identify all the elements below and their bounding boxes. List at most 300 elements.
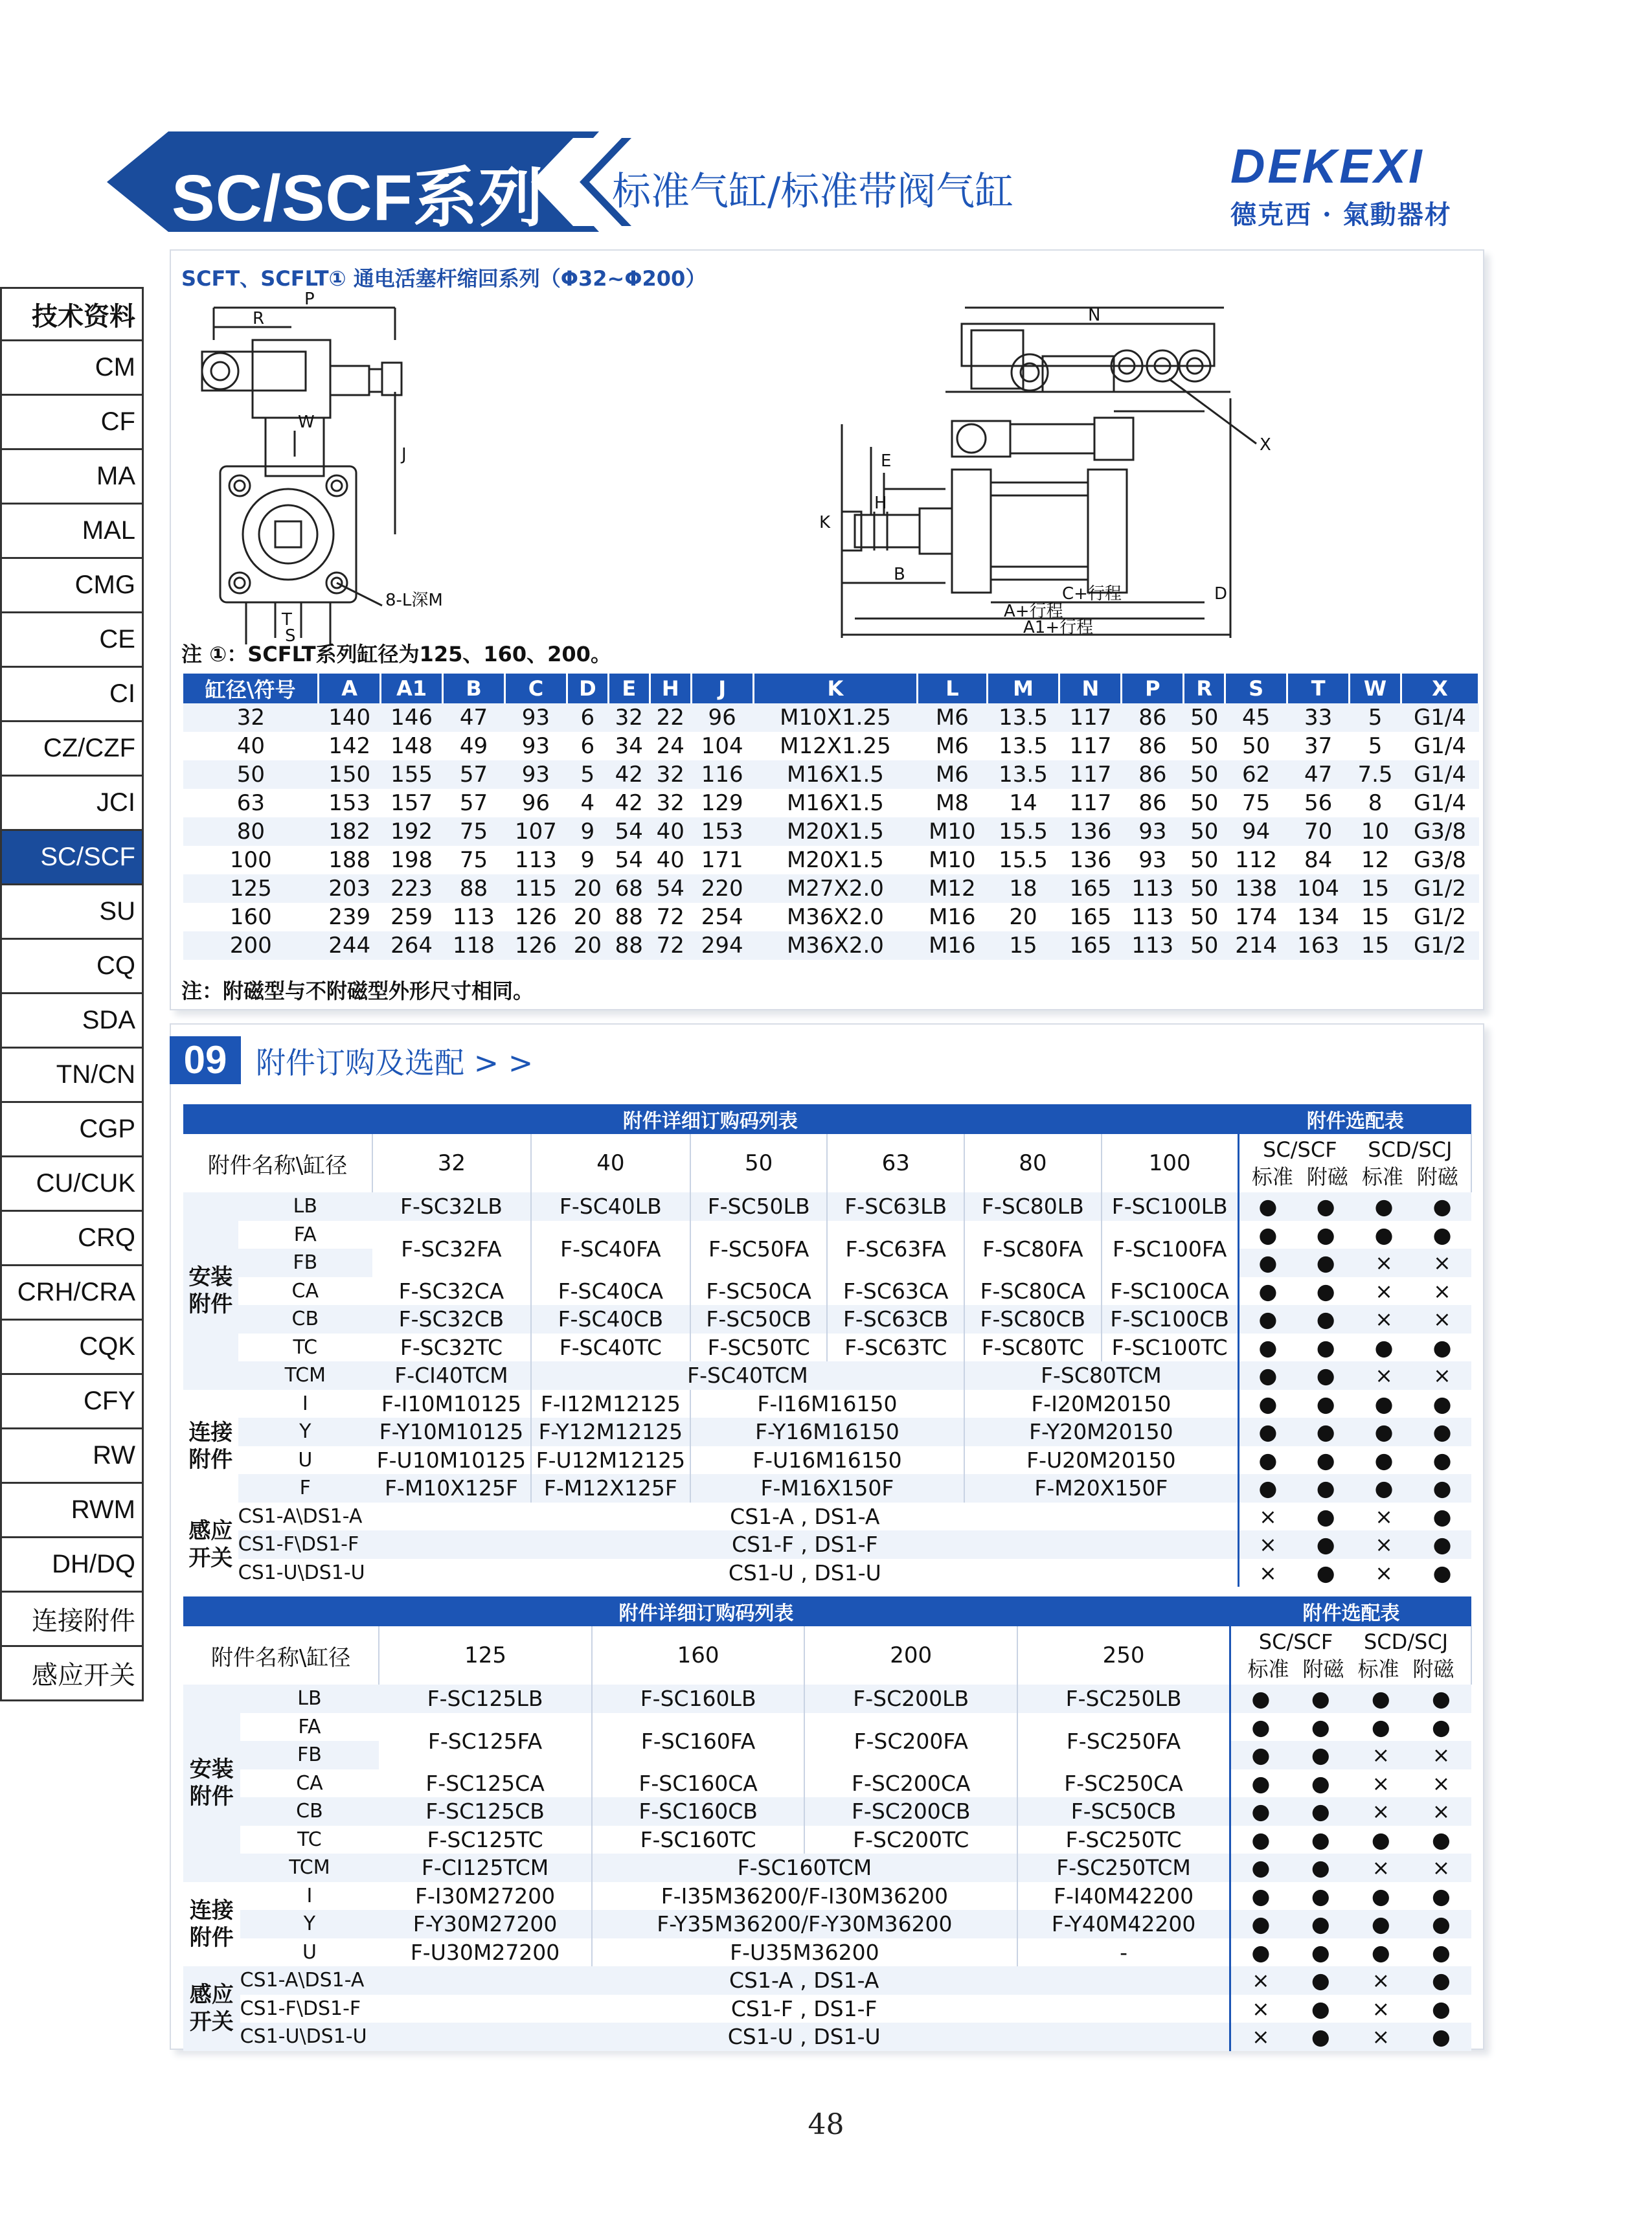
section-number: 09 bbox=[170, 1036, 241, 1084]
dim-cell: 113 bbox=[1122, 874, 1184, 903]
selection-mark: ● bbox=[1296, 1249, 1355, 1277]
selection-mark: ● bbox=[1411, 1910, 1471, 1938]
selection-mark: × bbox=[1411, 1797, 1471, 1826]
order-code: F-SC32FA bbox=[372, 1221, 531, 1277]
acc-table-row bbox=[183, 1966, 1471, 1995]
dim-cell: M6 bbox=[935, 733, 969, 759]
selection-mark: × bbox=[1238, 1503, 1296, 1531]
dim-cell: 50 bbox=[1184, 874, 1225, 903]
dim-cell: 112 bbox=[1235, 847, 1278, 873]
accessory-symbol: FB bbox=[240, 1741, 379, 1769]
sidebar-item-18[interactable]: CRH/CRA bbox=[0, 1266, 144, 1321]
selection-mark: × bbox=[1351, 2023, 1411, 2051]
order-code: F-SC63CA bbox=[827, 1277, 964, 1306]
dim-cell: 150 bbox=[319, 760, 381, 789]
dim-table-row bbox=[183, 903, 1479, 931]
order-code: F-SC100TC bbox=[1102, 1334, 1239, 1362]
sensor-name: CS1-U\DS1-U bbox=[240, 2023, 379, 2051]
selection-header: 附件选配表 bbox=[1238, 1104, 1471, 1134]
order-code: F-SC40LB bbox=[531, 1192, 690, 1221]
sidebar-item-10[interactable]: SC/SCF bbox=[0, 831, 144, 885]
selection-mark: ● bbox=[1371, 1826, 1390, 1852]
dim-cell: 70 bbox=[1287, 817, 1350, 846]
label-R: R bbox=[253, 309, 265, 328]
dim-header-cell: 缸径\符号 bbox=[183, 674, 319, 703]
dim-header-cell: C bbox=[504, 674, 567, 703]
dim-cell: 104 bbox=[1287, 874, 1350, 903]
dim-cell: 50 bbox=[183, 760, 319, 789]
dim-cell: 50 bbox=[1190, 904, 1219, 930]
dim-cell: 86 bbox=[1122, 703, 1184, 732]
selection-mark: ● bbox=[1411, 1685, 1471, 1713]
sidebar-item-13[interactable]: SDA bbox=[0, 994, 144, 1049]
dim-cell: 10 bbox=[1350, 817, 1401, 846]
sidebar-item-12[interactable]: CQ bbox=[0, 940, 144, 994]
dim-cell: 96 bbox=[521, 790, 550, 816]
dim-cell: 32 bbox=[183, 703, 319, 732]
selection-mark: ● bbox=[1316, 1447, 1335, 1473]
dim-header-cell: S bbox=[1225, 674, 1287, 703]
accessory-symbol: CB bbox=[238, 1305, 372, 1334]
label-X: X bbox=[1260, 435, 1271, 455]
dim-header-cell: K bbox=[753, 674, 918, 703]
dim-cell: 107 bbox=[504, 817, 567, 846]
sidebar-item-15[interactable]: CGP bbox=[0, 1103, 144, 1157]
selection-subheader bbox=[1230, 1626, 1471, 1685]
order-code: F-U10M10125 bbox=[372, 1446, 531, 1475]
sidebar-item-6[interactable]: CE bbox=[0, 613, 144, 668]
selection-mark: ● bbox=[1296, 1305, 1355, 1334]
accessory-symbol: CA bbox=[291, 1279, 319, 1302]
dim-cell: 264 bbox=[381, 931, 443, 960]
order-code: F-U16M16150 bbox=[690, 1446, 964, 1475]
order-code: F-SC80CA bbox=[964, 1277, 1102, 1306]
sidebar-item-17[interactable]: CRQ bbox=[0, 1212, 144, 1266]
selection-header: 附件选配表 bbox=[1230, 1596, 1471, 1626]
sidebar-item-25[interactable]: 感应开关 bbox=[0, 1647, 144, 1701]
dim-cell: 115 bbox=[504, 874, 567, 903]
sidebar-item-23[interactable]: DH/DQ bbox=[0, 1538, 144, 1593]
acc-table-row bbox=[183, 1685, 1471, 1713]
dim-header-cell: T bbox=[1287, 674, 1350, 703]
dim-header-cell: B bbox=[443, 674, 505, 703]
order-code: F-SC160CA bbox=[592, 1769, 805, 1798]
order-code: F-SC160TCM bbox=[592, 1854, 1017, 1882]
selection-mark: ● bbox=[1355, 1418, 1413, 1446]
selection-mark: × bbox=[1375, 1278, 1393, 1304]
order-code: F-SC125LB bbox=[379, 1685, 592, 1713]
dim-cell: 42 bbox=[608, 760, 650, 789]
sidebar-item-11[interactable]: SU bbox=[0, 885, 144, 940]
selection-mark: ● bbox=[1413, 1530, 1471, 1559]
dim-cell: 50 bbox=[1190, 847, 1219, 873]
dim-cell: G1/4 bbox=[1401, 703, 1478, 732]
sidebar-item-4[interactable]: MAL bbox=[0, 505, 144, 559]
order-code: F-I16M16150 bbox=[690, 1390, 964, 1418]
selection-mark: ● bbox=[1432, 1221, 1452, 1247]
dim-cell: 146 bbox=[381, 703, 443, 732]
sidebar-item-9[interactable]: JCI bbox=[0, 777, 144, 831]
selection-mark: ● bbox=[1374, 1391, 1394, 1416]
order-code: F-Y40M42200 bbox=[1017, 1910, 1230, 1938]
dim-cell: 155 bbox=[381, 760, 443, 789]
order-code: F-SC63FA bbox=[827, 1221, 964, 1277]
selection-mark: ● bbox=[1230, 1910, 1291, 1938]
note-scflt-bores: 注 ①：SCFLT系列缸径为125、160、200。 bbox=[181, 642, 611, 666]
selection-mark: ● bbox=[1316, 1391, 1335, 1416]
order-code: F-SC40CB bbox=[531, 1305, 690, 1334]
selection-mark: ● bbox=[1238, 1277, 1296, 1306]
dim-cell: 117 bbox=[1069, 733, 1112, 759]
dim-cell: 126 bbox=[514, 904, 557, 930]
accessory-symbol: LB bbox=[240, 1685, 379, 1713]
dim-cell: 72 bbox=[650, 931, 691, 960]
dim-cell: 50 bbox=[1190, 733, 1219, 759]
mag-label: 附磁 bbox=[1412, 1657, 1454, 1681]
label-H: H bbox=[874, 494, 887, 513]
acc-table-row bbox=[183, 1221, 1471, 1249]
order-code: F-SC80FA bbox=[964, 1221, 1102, 1277]
dim-cell: 9 bbox=[567, 817, 608, 846]
bore-header: 125 bbox=[379, 1626, 592, 1685]
selection-mark: ● bbox=[1413, 1418, 1471, 1446]
selection-mark: ● bbox=[1230, 1685, 1291, 1713]
selection-mark: ● bbox=[1374, 1221, 1394, 1247]
selection-mark: ● bbox=[1311, 1939, 1330, 1965]
selection-mark: × bbox=[1372, 1995, 1390, 2021]
dim-cell: 54 bbox=[615, 847, 643, 873]
accessory-symbol: Y bbox=[240, 1910, 379, 1938]
dim-cell: 117 bbox=[1069, 790, 1112, 816]
dim-cell: 88 bbox=[608, 931, 650, 960]
acc-table-row bbox=[183, 1995, 1471, 2023]
order-code: F-I35M36200/F-I30M36200 bbox=[592, 1882, 1017, 1911]
sensor-code: CS1-F , DS1-F bbox=[372, 1530, 1238, 1559]
selection-mark: ● bbox=[1371, 1939, 1390, 1965]
order-code: F-Y12M12125 bbox=[531, 1418, 690, 1446]
selection-mark: ● bbox=[1432, 1995, 1451, 2021]
accessory-symbol: F bbox=[238, 1474, 372, 1503]
selection-mark: × bbox=[1411, 1854, 1471, 1882]
selection-mark: ● bbox=[1311, 1995, 1330, 2021]
selection-mark: ● bbox=[1432, 1883, 1451, 1909]
accessory-symbol: U bbox=[298, 1448, 313, 1471]
order-code: F-U30M27200 bbox=[379, 1938, 592, 1967]
selection-mark: ● bbox=[1374, 1334, 1394, 1360]
sidebar-item-19[interactable]: CQK bbox=[0, 1321, 144, 1375]
dim-cell: 12 bbox=[1361, 847, 1390, 873]
sidebar-item-3[interactable]: MA bbox=[0, 450, 144, 505]
selection-mark: × bbox=[1433, 1278, 1451, 1304]
selection-mark: ● bbox=[1413, 1192, 1471, 1221]
dim-cell: 40 bbox=[656, 847, 685, 873]
sensor-name: CS1-F\DS1-F bbox=[238, 1530, 372, 1559]
order-code: F-SC160TC bbox=[592, 1826, 805, 1854]
bore-header: 100 bbox=[1102, 1134, 1239, 1192]
label-K: K bbox=[819, 513, 831, 532]
selection-mark: × bbox=[1355, 1249, 1413, 1277]
dim-cell: 113 bbox=[514, 847, 557, 873]
dim-cell: 15 bbox=[1350, 874, 1401, 903]
dim-cell: G1/2 bbox=[1401, 874, 1478, 903]
selection-mark: ● bbox=[1291, 2023, 1351, 2051]
dim-header-cell: W bbox=[1350, 674, 1401, 703]
dim-cell: 165 bbox=[1069, 904, 1112, 930]
sensor-code: CS1-A , DS1-A bbox=[372, 1503, 1238, 1531]
dim-cell: 192 bbox=[381, 817, 443, 846]
dim-cell: 56 bbox=[1304, 790, 1333, 816]
selection-mark: ● bbox=[1432, 1826, 1451, 1852]
order-code: F-SC63CB bbox=[827, 1305, 964, 1334]
dim-cell: 198 bbox=[390, 847, 433, 873]
selection-mark: × bbox=[1351, 1854, 1411, 1882]
selection-mark: ● bbox=[1238, 1334, 1296, 1362]
sensor-code: CS1-A , DS1-A bbox=[379, 1966, 1230, 1995]
section-title: SCFT、SCFLT① 通电活塞杆缩回系列（Φ32~Φ200） bbox=[181, 266, 707, 291]
order-code: F-SC100CA bbox=[1102, 1277, 1239, 1306]
sidebar-item-1[interactable]: CM bbox=[0, 341, 144, 396]
selection-mark: ● bbox=[1238, 1418, 1296, 1446]
sidebar-item-22[interactable]: RWM bbox=[0, 1484, 144, 1538]
selection-mark: ● bbox=[1230, 1741, 1291, 1769]
acc-table-row bbox=[183, 1530, 1471, 1559]
dim-cell: M27X2.0 bbox=[753, 874, 918, 903]
order-code: F-SC40FA bbox=[531, 1221, 690, 1277]
accessory-symbol: I bbox=[306, 1884, 313, 1907]
sc-scf-label: SC/SCF bbox=[1263, 1137, 1337, 1162]
order-code: F-SC63LB bbox=[827, 1192, 964, 1221]
dim-cell: 86 bbox=[1138, 790, 1167, 816]
dim-table-row bbox=[183, 789, 1479, 817]
acc-table-row bbox=[183, 1361, 1471, 1390]
order-code: F-SC125FA bbox=[379, 1713, 592, 1769]
dim-cell: 117 bbox=[1059, 703, 1122, 732]
order-code-header: 附件详细订购码列表 bbox=[183, 1104, 1238, 1134]
selection-mark: ● bbox=[1351, 1685, 1411, 1713]
dim-table-row bbox=[183, 703, 1479, 732]
label-B: B bbox=[894, 565, 905, 584]
accessory-name-header: 附件名称\缸径 bbox=[183, 1626, 379, 1685]
selection-mark: × bbox=[1230, 1966, 1291, 1995]
sidebar-item-14[interactable]: TN/CN bbox=[0, 1049, 144, 1103]
selection-mark: ● bbox=[1296, 1530, 1355, 1559]
order-code: F-I40M42200 bbox=[1017, 1882, 1230, 1911]
order-code: F-SC50CA bbox=[690, 1277, 828, 1306]
dim-cell: 118 bbox=[443, 931, 505, 960]
selection-mark: ● bbox=[1411, 2023, 1471, 2051]
order-code: F-SC63TC bbox=[827, 1334, 964, 1362]
sidebar-item-20[interactable]: CFY bbox=[0, 1375, 144, 1429]
selection-mark: ● bbox=[1230, 1938, 1291, 1967]
sidebar-item-2[interactable]: CF bbox=[0, 396, 144, 450]
group-install: 安装 附件 bbox=[183, 1685, 240, 1882]
sidebar-item-21[interactable]: RW bbox=[0, 1429, 144, 1484]
dim-header-cell: X bbox=[1401, 674, 1478, 703]
acc-table-row bbox=[183, 1192, 1471, 1221]
sidebar-item-24[interactable]: 连接附件 bbox=[0, 1593, 144, 1647]
order-code: F-SC160FA bbox=[592, 1713, 805, 1769]
scd-scj-label: SCD/SCJ bbox=[1368, 1137, 1453, 1162]
dim-cell: 50 bbox=[1184, 931, 1225, 960]
selection-mark: × bbox=[1411, 1741, 1471, 1769]
dim-cell: M10 bbox=[918, 817, 987, 846]
dim-cell: 50 bbox=[1184, 817, 1225, 846]
dim-cell: 14 bbox=[1009, 790, 1037, 816]
label-C: C+行程 bbox=[1062, 584, 1122, 604]
mag-label: 附磁 bbox=[1306, 1164, 1348, 1189]
dim-header-cell: D bbox=[567, 674, 608, 703]
label-N: N bbox=[1088, 306, 1101, 325]
dim-cell: 50 bbox=[1190, 790, 1219, 816]
dim-cell: 50 bbox=[1184, 703, 1225, 732]
dim-table-row bbox=[183, 874, 1479, 903]
bore-header: 80 bbox=[964, 1134, 1102, 1192]
selection-mark: ● bbox=[1296, 1418, 1355, 1446]
dim-cell: 47 bbox=[1287, 760, 1350, 789]
dim-cell: 223 bbox=[381, 874, 443, 903]
dim-cell: 104 bbox=[701, 733, 743, 759]
order-code: F-SC50FA bbox=[690, 1221, 828, 1277]
label-A: A+行程 bbox=[1004, 602, 1063, 621]
bore-header: 50 bbox=[690, 1134, 828, 1192]
accessory-name-header: 附件名称\缸径 bbox=[183, 1134, 372, 1192]
dim-cell: 153 bbox=[691, 817, 753, 846]
dim-cell: 40 bbox=[650, 817, 691, 846]
label-A1: A1+行程 bbox=[1023, 618, 1094, 637]
order-code: F-SC32LB bbox=[372, 1192, 531, 1221]
dim-cell: 15 bbox=[1361, 904, 1390, 930]
dim-cell: 171 bbox=[701, 847, 743, 873]
dim-cell: M8 bbox=[935, 790, 969, 816]
order-code: F-M10X125F bbox=[372, 1474, 531, 1503]
dim-cell: 7.5 bbox=[1350, 760, 1401, 789]
sidebar-item-0[interactable]: 技术资料 bbox=[0, 287, 144, 341]
selection-mark: × bbox=[1375, 1560, 1393, 1585]
selection-mark: ● bbox=[1238, 1390, 1296, 1418]
dim-cell: 182 bbox=[319, 817, 381, 846]
dim-cell: M12X1.25 bbox=[780, 733, 891, 759]
order-code: F-SC250TC bbox=[1017, 1826, 1230, 1854]
group-sensor: 感应 开关 bbox=[183, 1966, 240, 2051]
dim-cell: 93 bbox=[1138, 847, 1167, 873]
sc-scf-label: SC/SCF bbox=[1258, 1630, 1333, 1654]
dim-cell: 165 bbox=[1059, 931, 1122, 960]
dim-cell: 75 bbox=[459, 847, 488, 873]
dim-cell: 57 bbox=[443, 760, 505, 789]
sidebar-item-8[interactable]: CZ/CZF bbox=[0, 722, 144, 777]
dim-cell: 244 bbox=[319, 931, 381, 960]
label-J: J bbox=[402, 445, 407, 464]
dim-cell: M16X1.5 bbox=[786, 790, 884, 816]
order-code: F-Y16M16150 bbox=[690, 1418, 964, 1446]
dim-cell: M10 bbox=[929, 847, 976, 873]
group-install: 安装 附件 bbox=[183, 1192, 238, 1390]
dim-cell: 86 bbox=[1122, 760, 1184, 789]
sidebar-item-5[interactable]: CMG bbox=[0, 559, 144, 613]
order-code: F-CI40TCM bbox=[372, 1361, 531, 1390]
selection-mark: × bbox=[1238, 1559, 1296, 1587]
dim-cell: 32 bbox=[656, 790, 685, 816]
order-code: F-SC32CA bbox=[372, 1277, 531, 1306]
dim-cell: 93 bbox=[504, 703, 567, 732]
selection-mark: ● bbox=[1296, 1192, 1355, 1221]
selection-mark: ● bbox=[1238, 1474, 1296, 1503]
dim-cell: 93 bbox=[521, 733, 550, 759]
selection-mark: ● bbox=[1316, 1334, 1335, 1360]
selection-mark: × bbox=[1413, 1249, 1471, 1277]
selection-mark: ● bbox=[1238, 1361, 1296, 1390]
dim-cell: 42 bbox=[615, 790, 643, 816]
dim-cell: 6 bbox=[567, 703, 608, 732]
dim-cell: 84 bbox=[1304, 847, 1333, 873]
selection-mark: × bbox=[1351, 1741, 1411, 1769]
sidebar-item-16[interactable]: CU/CUK bbox=[0, 1157, 144, 1212]
dim-cell: 5 bbox=[567, 760, 608, 789]
selection-mark: ● bbox=[1291, 1797, 1351, 1826]
selection-mark: ● bbox=[1371, 1714, 1390, 1740]
dim-cell: 134 bbox=[1297, 904, 1340, 930]
accessory-symbol: U bbox=[302, 1940, 317, 1964]
bore-header: 32 bbox=[372, 1134, 531, 1192]
sensor-name: CS1-U\DS1-U bbox=[238, 1561, 365, 1584]
order-code: F-I12M12125 bbox=[531, 1390, 690, 1418]
selection-mark: ● bbox=[1291, 1741, 1351, 1769]
dim-cell: G3/8 bbox=[1413, 847, 1467, 873]
selection-mark: × bbox=[1238, 1530, 1296, 1559]
dim-header-cell: A1 bbox=[381, 674, 443, 703]
order-code: F-SC125CA bbox=[379, 1769, 592, 1798]
sidebar-item-7[interactable]: CI bbox=[0, 668, 144, 722]
dim-cell: 15 bbox=[1350, 931, 1401, 960]
dim-cell: G3/8 bbox=[1401, 817, 1478, 846]
dim-cell: 32 bbox=[608, 703, 650, 732]
dim-cell: 9 bbox=[580, 847, 595, 873]
dim-table-row bbox=[183, 846, 1479, 874]
dim-header-cell: R bbox=[1184, 674, 1225, 703]
dim-cell: 20 bbox=[573, 904, 602, 930]
accessory-symbol: LB bbox=[238, 1192, 372, 1221]
dim-cell: M10X1.25 bbox=[753, 703, 918, 732]
selection-mark: ● bbox=[1238, 1221, 1296, 1249]
order-code: F-SC40TCM bbox=[531, 1361, 964, 1390]
acc-table-row bbox=[183, 1769, 1471, 1798]
selection-mark: ● bbox=[1432, 1560, 1452, 1585]
order-code: F-I10M10125 bbox=[372, 1390, 531, 1418]
acc-table-row bbox=[183, 1882, 1471, 1911]
order-code: F-SC160CB bbox=[592, 1797, 805, 1826]
selection-mark: ● bbox=[1230, 1854, 1291, 1882]
dim-cell: 5 bbox=[1350, 703, 1401, 732]
dim-header-cell: J bbox=[691, 674, 753, 703]
order-code: F-SC50CB bbox=[1017, 1797, 1230, 1826]
dim-cell: G1/4 bbox=[1401, 760, 1478, 789]
order-code: F-SC200CB bbox=[804, 1797, 1017, 1826]
dim-cell: 34 bbox=[615, 733, 643, 759]
order-code: F-SC250FA bbox=[1017, 1713, 1230, 1769]
selection-mark: ● bbox=[1355, 1474, 1413, 1503]
dim-cell: 15 bbox=[987, 931, 1059, 960]
selection-mark: ● bbox=[1230, 1826, 1291, 1854]
accessory-symbol: TC bbox=[297, 1828, 322, 1851]
order-code: F-U20M20150 bbox=[964, 1446, 1238, 1475]
dim-cell: 54 bbox=[608, 817, 650, 846]
selection-mark: ● bbox=[1351, 1910, 1411, 1938]
selection-mark: ● bbox=[1411, 1966, 1471, 1995]
acc-table-row bbox=[183, 1390, 1471, 1418]
dim-cell: 4 bbox=[580, 790, 595, 816]
order-code: F-Y20M20150 bbox=[964, 1418, 1238, 1446]
accessory-symbol: FA bbox=[293, 1223, 317, 1246]
